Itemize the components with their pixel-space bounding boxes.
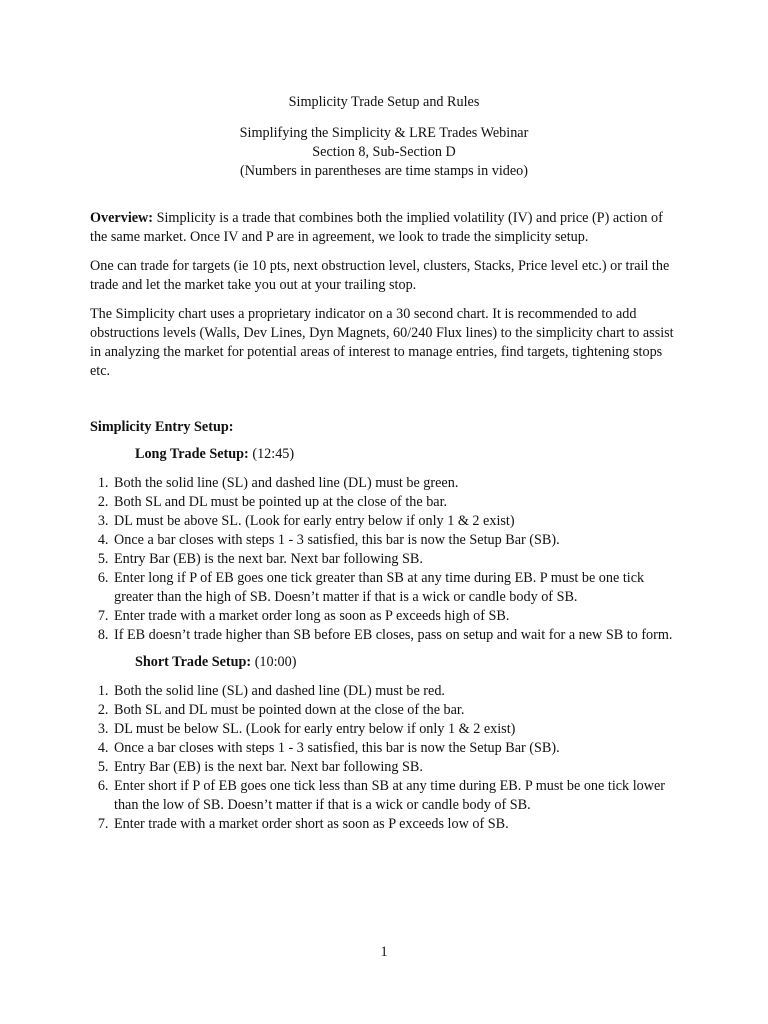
- entry-setup-heading: Simplicity Entry Setup:: [90, 419, 234, 435]
- list-item: 2. Both SL and DL must be pointed up at the close of the bar.: [112, 493, 680, 512]
- chart-paragraph: The Simplicity chart uses a proprietary indicator on a 30 second chart. It is recommended to add obstructions levels (Walls, Dev Lines, Dyn Magnets, 60/240 Flux lines) to the simplicity chart to assist in analyzing the market for potential areas of interest to manage entries, find targets, tightening stops etc.: [90, 306, 674, 379]
- timestamp-note: (Numbers in parentheses are time stamps in video): [239, 163, 528, 179]
- list-item: 5. Entry Bar (EB) is the next bar. Next bar following SB.: [112, 758, 680, 777]
- list-item: 2. Both SL and DL must be pointed down at the close of the bar.: [112, 701, 680, 720]
- document-header: [0, 93, 768, 181]
- webinar-subtitle: Simplifying the Simplicity & LRE Trades Webinar: [239, 125, 529, 141]
- list-item: 7. Enter trade with a market order short as soon as P exceeds low of SB.: [112, 815, 680, 834]
- long-setup-steps: [0, 474, 680, 645]
- list-item: 6. Enter short if P of EB goes one tick less than SB at any time during EB. P must be one tick lower than the low of SB. Doesn’t matter if that is a wick or candle body of SB.: [112, 777, 680, 815]
- short-setup-heading: [135, 653, 680, 672]
- overview-text: Simplicity is a trade that combines both the implied volatility (IV) and price (P) action of the same market. Once IV and P are in agreement, we look to trade the simplicity setup.: [90, 210, 663, 245]
- list-item: 8. If EB doesn’t trade higher than SB before EB closes, pass on setup and wait for a new SB to form.: [112, 626, 680, 645]
- long-setup-label: Long Trade Setup:: [135, 446, 249, 462]
- list-item: 1. Both the solid line (SL) and dashed line (DL) must be green.: [112, 474, 680, 493]
- list-item: 3. DL must be below SL. (Look for early entry below if only 1 & 2 exist): [112, 720, 680, 739]
- overview-paragraph: [90, 209, 680, 247]
- document-body: [90, 209, 680, 842]
- overview-label: Overview:: [90, 210, 154, 226]
- list-item: 4. Once a bar closes with steps 1 - 3 satisfied, this bar is now the Setup Bar (SB).: [112, 531, 680, 550]
- short-setup-steps: [0, 682, 680, 834]
- long-setup-heading: [135, 445, 680, 464]
- list-item: 4. Once a bar closes with steps 1 - 3 satisfied, this bar is now the Setup Bar (SB).: [112, 739, 680, 758]
- long-setup-timestamp: (12:45): [248, 446, 295, 462]
- section-subtitle: Section 8, Sub-Section D: [312, 144, 456, 160]
- document-title: Simplicity Trade Setup and Rules: [288, 94, 480, 110]
- list-item: 5. Entry Bar (EB) is the next bar. Next bar following SB.: [112, 550, 680, 569]
- short-setup-timestamp: (10:00): [251, 654, 297, 670]
- targets-paragraph: One can trade for targets (ie 10 pts, next obstruction level, clusters, Stacks, Price level etc.) or trail the trade and let the market take you out at your trailing stop.: [90, 258, 670, 293]
- short-setup-label: Short Trade Setup:: [135, 654, 252, 670]
- page-number: 1: [380, 944, 388, 960]
- list-item: 1. Both the solid line (SL) and dashed line (DL) must be red.: [112, 682, 680, 701]
- list-item: 6. Enter long if P of EB goes one tick greater than SB at any time during EB. P must be one tick greater than the high of SB. Doesn’t matter if that is a wick or candle body of SB.: [112, 569, 680, 607]
- list-item: 3. DL must be above SL. (Look for early entry below if only 1 & 2 exist): [112, 512, 680, 531]
- list-item: 7. Enter trade with a market order long as soon as P exceeds high of SB.: [112, 607, 680, 626]
